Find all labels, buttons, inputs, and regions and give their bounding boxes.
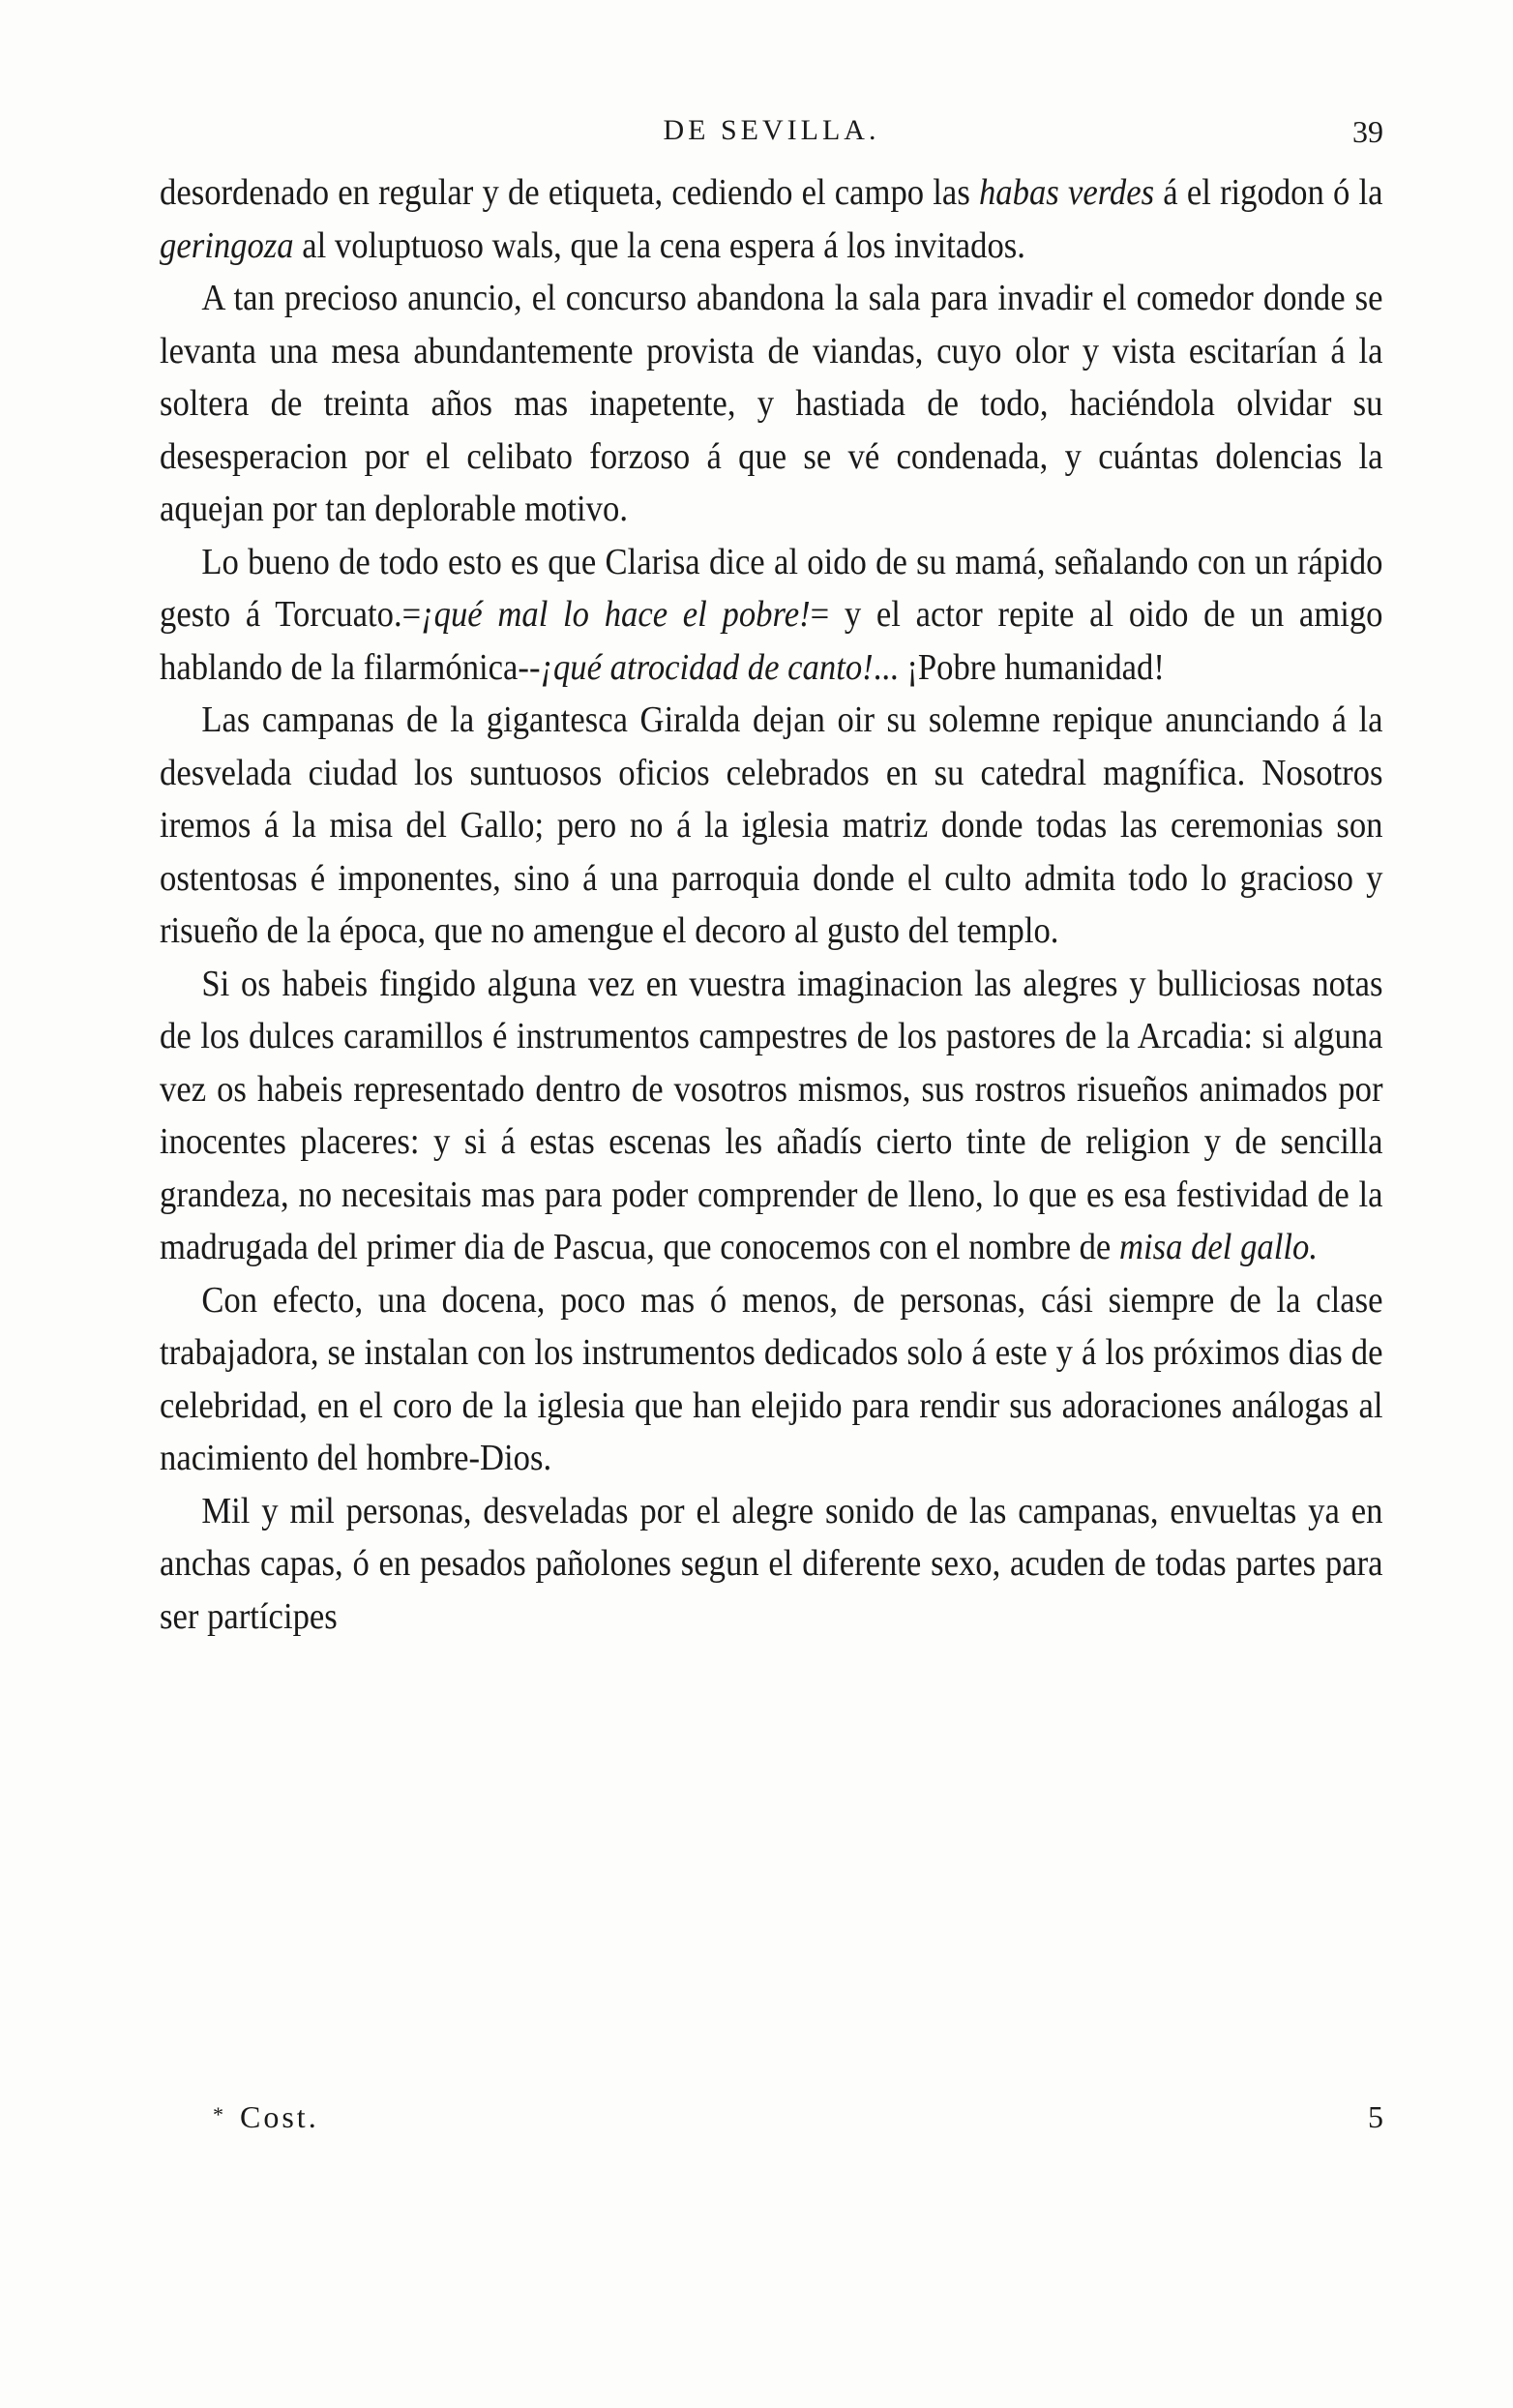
text-run: Mil y mil personas, desveladas por el alegre sonido de las campanas, envueltas ya en anchas capas, ó en pesados pañolones segun el diferente sexo, acuden de todas partes para ser partícipes	[160, 1490, 1383, 1637]
paragraph	[160, 694, 1383, 958]
text-run: á el rigodon ó la	[1154, 172, 1383, 213]
text-run: A tan precioso anuncio, el concurso abandona la sala para invadir el comedor donde se levanta una mesa abundantemente provista de viandas, cuyo olor y vista escitarían á la soltera de treinta años mas inapetente, y hastiada de todo, haciéndola olvidar su desesperacion por el celibato forzoso á que se vé condenada, y cuántas dolencias la aquejan por tan deplorable motivo.	[160, 278, 1383, 529]
body-text	[160, 166, 1383, 1643]
text-run: Lo bueno de todo esto es que Clarisa dice al oido de su mamá, señalando con un rápido gesto á Torcuato.=	[160, 541, 1383, 635]
paragraph	[160, 272, 1383, 536]
italic-phrase: geringoza	[160, 224, 294, 266]
sheet-number: 5	[1368, 2099, 1383, 2134]
italic-phrase: ¡qué mal lo hace el pobre!	[421, 594, 811, 635]
paragraph	[160, 536, 1383, 695]
italic-phrase: habas verdes	[978, 172, 1155, 213]
signature-mark: *	[213, 2102, 226, 2126]
page-number: 39	[1352, 114, 1383, 149]
text-run: Con efecto, una docena, poco mas ó menos, de personas, cási siempre de la clase trabajadora, se instalan con los instrumentos dedicados solo á este y á los próximos dias de celebridad, en el coro de la iglesia que han elejido para rendir sus adoraciones análogas al nacimiento del hombre-Dios.	[160, 1279, 1383, 1478]
paragraph	[160, 166, 1383, 272]
text-run: al voluptuoso wals, que la cena espera á los invitados.	[293, 224, 1025, 266]
italic-phrase: ¡qué atrocidad de canto!	[540, 646, 874, 688]
text-run: Si os habeis fingido alguna vez en vuestra imaginacion las alegres y bulliciosas notas de los dulces caramillos é instrumentos campestres de los pastores de la Arcadia: si alguna vez os habeis representado dentro de vosotros mismos, sus rostros risueños animados por inocentes placeres: y si á estas escenas les añadís cierto tinte de religion y de sencilla grandeza, no necesitais mas para poder comprender de lleno, lo que es esa festividad de la madrugada del primer dia de Pascua, que conocemos con el nombre de	[160, 963, 1383, 1267]
text-run: = y el actor repite al oido de un amigo hablando de la filarmónica--	[160, 594, 1383, 688]
page-header	[160, 114, 1383, 163]
text-run: desordenado en regular y de etiqueta, cediendo el campo las	[160, 172, 979, 213]
text-run: Las campanas de la gigantesca Giralda dejan oir su solemne repique anunciando á la desvelada ciudad los suntuosos oficios celebrados en su catedral magnífica. Nosotros iremos á la misa del Gallo; pero no á la iglesia matriz donde todas las ceremonias son ostentosas é imponentes, sino á una parroquia donde el culto admita todo lo gracioso y risueño de la época, que no amengue el decoro al gusto del templo.	[160, 699, 1383, 951]
paragraph	[160, 958, 1383, 1274]
running-head: DE SEVILLA.	[663, 114, 880, 146]
paragraph	[160, 1274, 1383, 1485]
text-run: ... ¡Pobre humanidad!	[873, 646, 1165, 688]
printer-signature	[213, 2099, 319, 2135]
paragraph	[160, 1485, 1383, 1644]
page-footer	[160, 2099, 1383, 2148]
italic-phrase: misa del gallo.	[1118, 1227, 1318, 1267]
signature-text: Cost.	[240, 2099, 319, 2134]
